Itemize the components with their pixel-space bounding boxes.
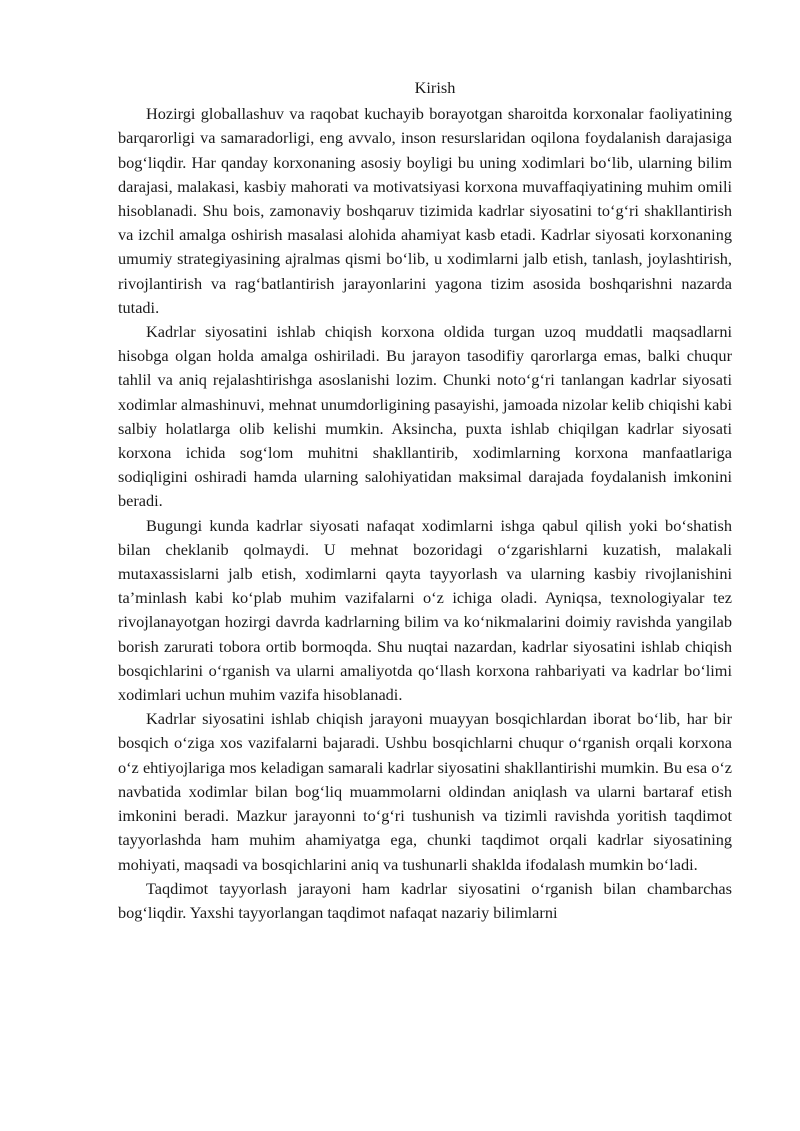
paragraph-2: Kadrlar siyosatini ishlab chiqish korxona oldida turgan uzoq muddatli maqsadlarni hisobga olgan holda amalga oshiriladi. Bu jarayon tasodifiy qarorlarga emas, balki chuqur tahlil va aniq rejalashtirishga asoslanishi lozim. Chunki noto‘g‘ri tanlangan kadrlar siyosati xodimlar almashinuvi, mehnat unumdorligining pasayishi, jamoada nizolar kelib chiqishi kabi salbiy holatlarga olib kelishi mumkin. Aksincha, puxta ishlab chiqilgan kadrlar siyosati korxona ichida sog‘lom muhitni shakllantirib, xodimlarning korxona manfaatlariga sodiqligini oshiradi hamda ularning salohiyatidan maksimal darajada foydalanish imkonini beradi. — [118, 322, 732, 511]
document-page — [118, 76, 732, 925]
paragraph-4: Kadrlar siyosatini ishlab chiqish jarayoni muayyan bosqichlardan iborat bo‘lib, har bir bosqich o‘ziga xos vazifalarni bajaradi. Ushbu bosqichlarni chuqur o‘rganish orqali korxona o‘z ehtiyojlariga mos keladigan samarali kadrlar siyosatini shakllantirishi mumkin. Bu esa o‘z navbatida xodimlar bilan bog‘liq muammolarni oldindan aniqlash va ularni bartaraf etish imkonini beradi. Mazkur jarayonni to‘g‘ri tushunish va tizimli ravishda yoritish taqdimot tayyorlashda ham muhim ahamiyatga ega, chunki taqdimot orqali kadrlar siyosatining mohiyati, maqsadi va bosqichlarini aniq va tushunarli shaklda ifodalash mumkin bo‘ladi. — [118, 709, 732, 874]
paragraph-5: Taqdimot tayyorlash jarayoni ham kadrlar siyosatini o‘rganish bilan chambarchas bog‘liqdir. Yaxshi tayyorlangan taqdimot nafaqat nazariy bilimlarni — [118, 878, 732, 922]
document-title: Kirish — [414, 78, 456, 97]
paragraph-1: Hozirgi globallashuv va raqobat kuchayib borayotgan sharoitda korxonalar faoliyatining barqarorligi va samaradorligi, eng avvalo, inson resurslaridan oqilona foydalanish darajasiga bog‘liqdir. Har qanday korxonaning asosiy boyligi bu uning xodimlari bo‘lib, ularning bilim darajasi, malakasi, kasbiy mahorati va motivatsiyasi korxona muvaffaqiyatining muhim omili hisoblanadi. Shu bois, zamonaviy boshqaruv tizimida kadrlar siyosatini to‘g‘ri shakllantirish va izchil amalga oshirish masalasi alohida ahamiyat kasb etadi. Kadrlar siyosati korxonaning umumiy strategiyasining ajralmas qismi bo‘lib, u xodimlarni jalb etish, tanlash, joylashtirish, rivojlantirish va rag‘batlantirish jarayonlarini yagona tizim asosida boshqarishni nazarda tutadi. — [118, 104, 732, 317]
paragraph-3: Bugungi kunda kadrlar siyosati nafaqat xodimlarni ishga qabul qilish yoki bo‘shatish bilan cheklanib qolmaydi. U mehnat bozoridagi o‘zgarishlarni kuzatish, malakali mutaxassislarni jalb etish, xodimlarni qayta tayyorlash va ularning kasbiy rivojlanishini ta’minlash kabi ko‘plab muhim vazifalarni o‘z ichiga oladi. Ayniqsa, texnologiyalar tez rivojlanayotgan hozirgi davrda kadrlarning bilim va ko‘nikmalarini doimiy ravishda yangilab borish zarurati tobora ortib bormoqda. Shu nuqtai nazardan, kadrlar siyosatini ishlab chiqish bosqichlarini o‘rganish va ularni amaliyotda qo‘llash korxona rahbariyati va kadrlar bo‘limi xodimlari uchun muhim vazifa hisoblanadi. — [118, 515, 732, 705]
